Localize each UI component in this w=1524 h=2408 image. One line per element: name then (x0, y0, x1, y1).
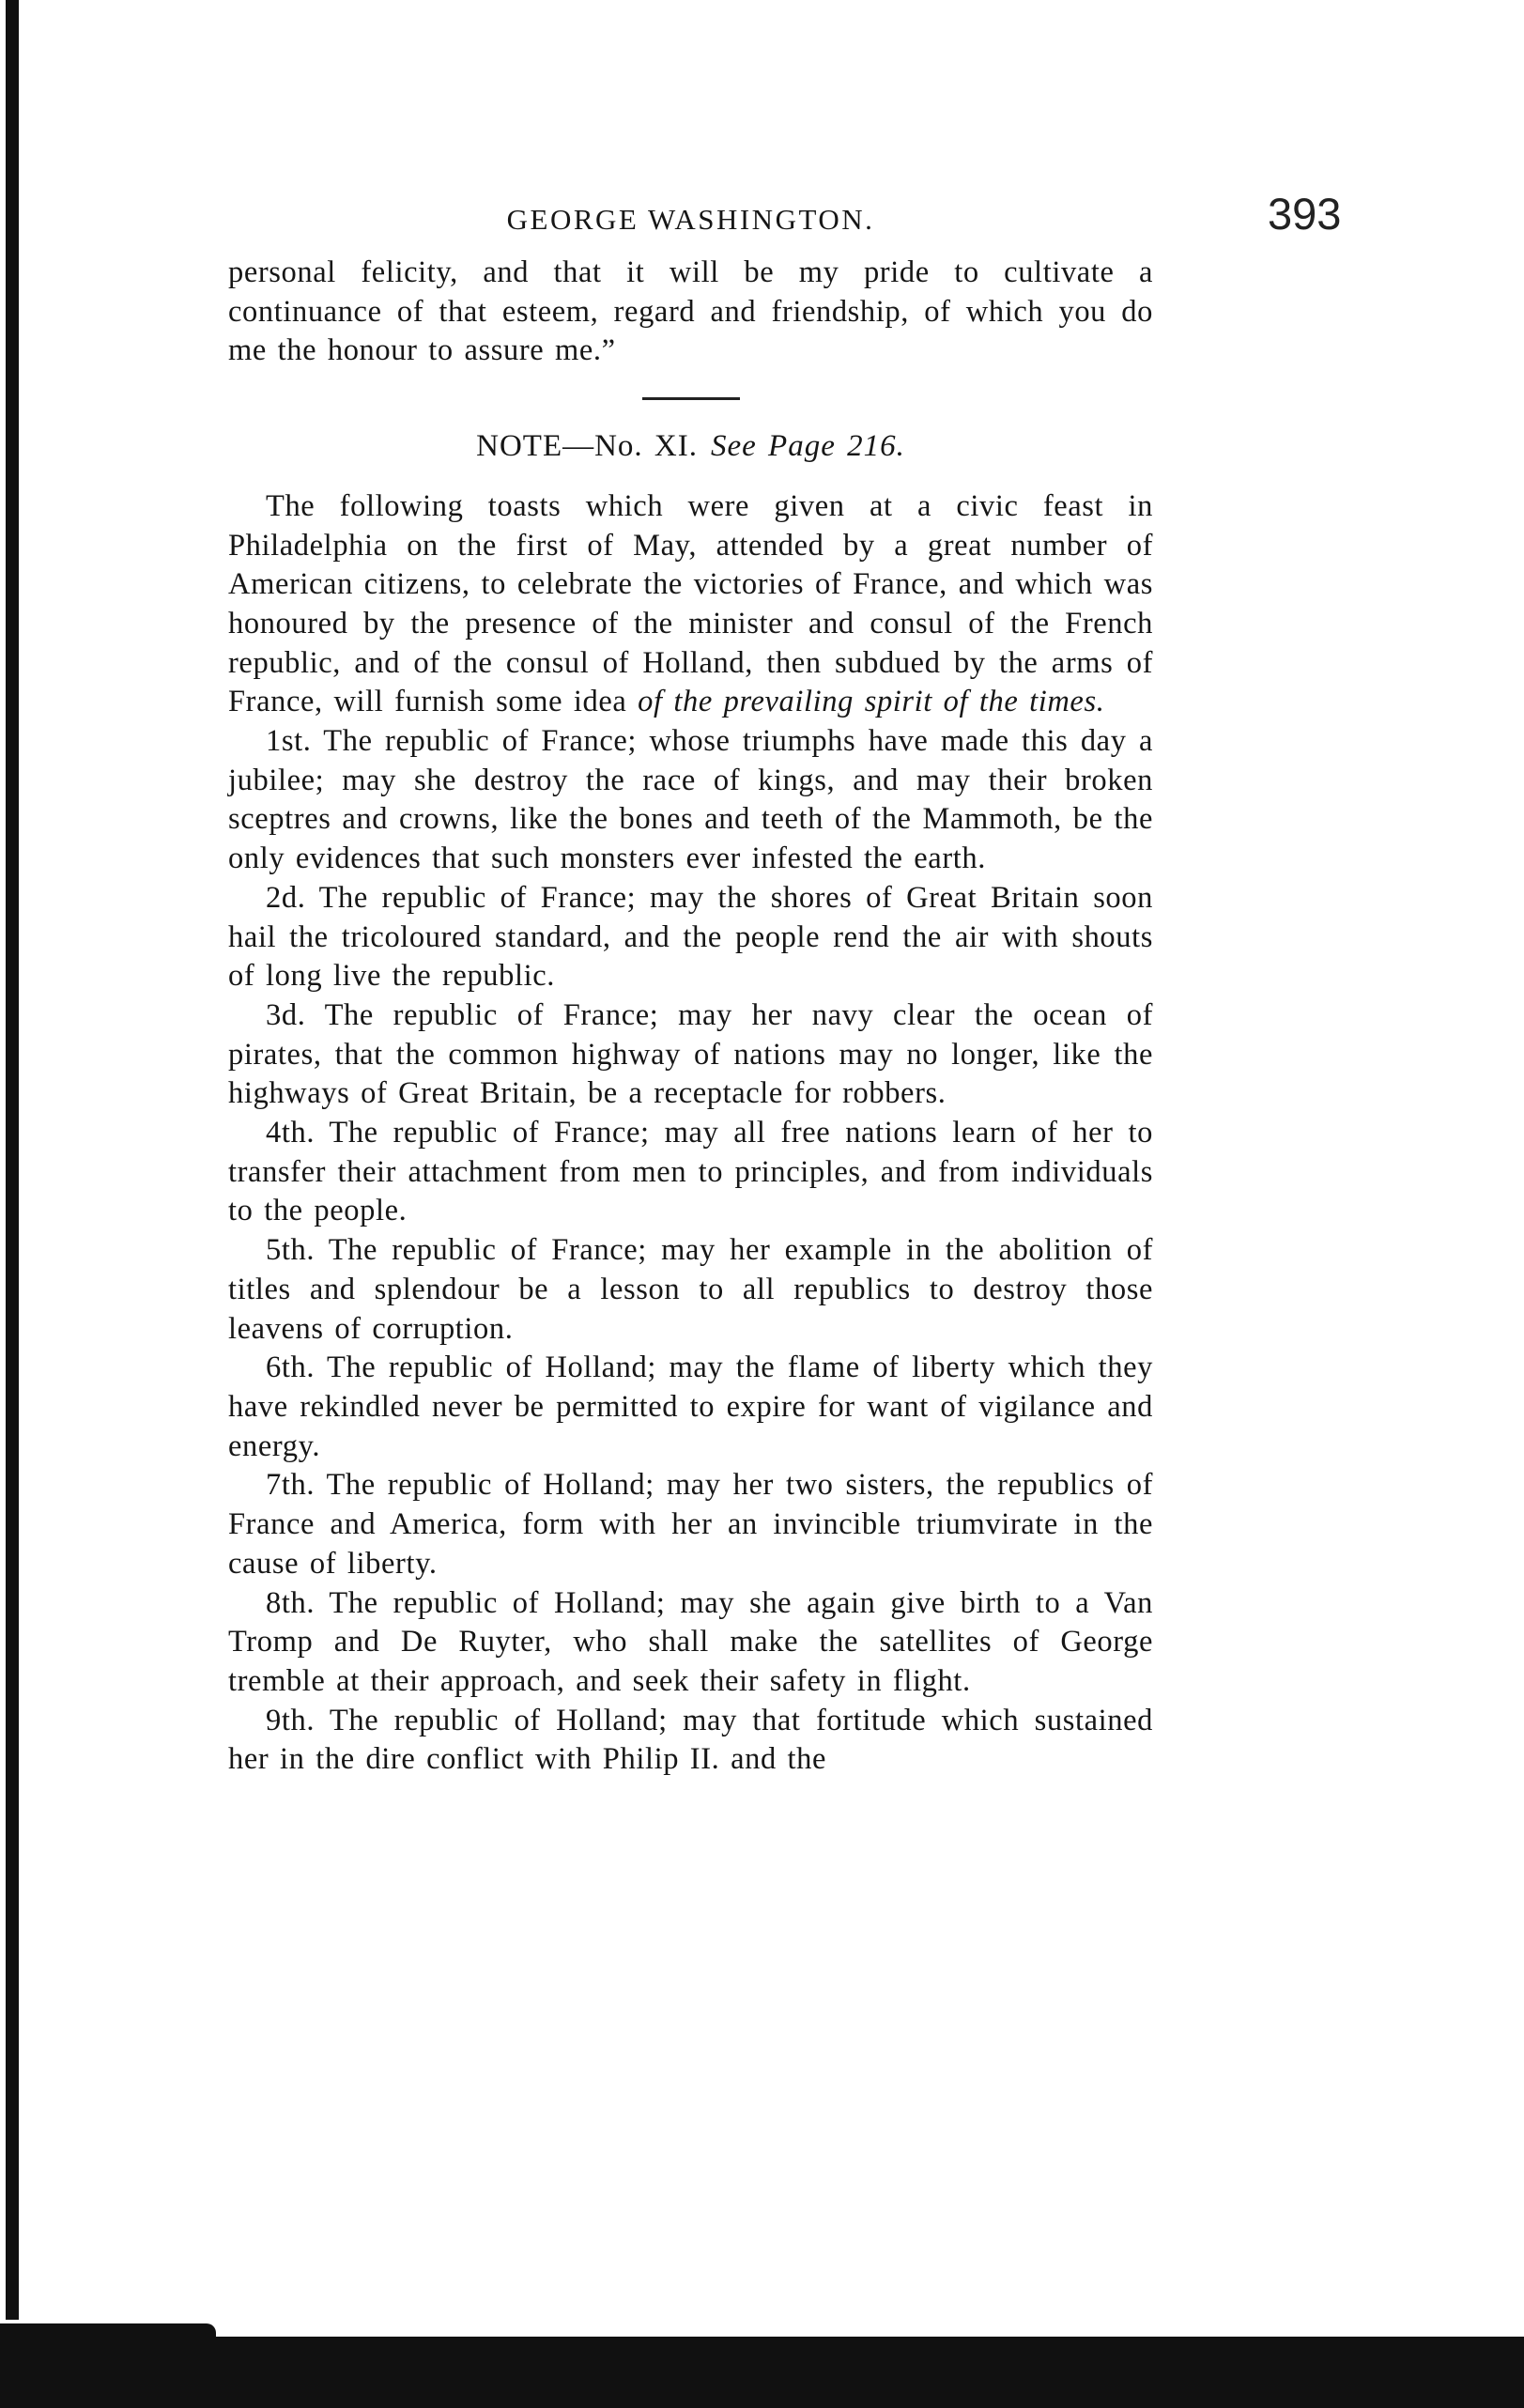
continuation-paragraph: personal felicity, and that it will be my pride to cultivate a continuance of that esteem, regard and friendship, of which you do me the honour to assure me.” (228, 255, 1153, 368)
toast-9: 9th. The republic of Holland; may that fortitude which sustained her in the dire conflict with Philip II. and the (228, 1703, 1153, 1777)
toast-3: 3d. The republic of France; may her navy clear the ocean of pirates, that the common highway of nations may no longer, like the highways of Great Britain, be a receptacle for robbers. (228, 997, 1153, 1111)
running-title: GEORGE WASHINGTON. (506, 203, 875, 236)
toast-2: 2d. The republic of France; may the shores of Great Britain soon hail the tricoloured standard, and the people rend the air with shouts of long live the republic. (228, 880, 1153, 994)
toast-4: 4th. The republic of France; may all free nations learn of her to transfer their attachment from men to principles, and from individuals to the people. (228, 1116, 1153, 1228)
intro-italic-tail: of the prevailing spirit of the times. (638, 685, 1105, 719)
toast-8: 8th. The republic of Holland; may she again give birth to a Van Tromp and De Ruyter, who shall make the satellites of George tremble at their approach, and seek their safety in flight. (228, 1585, 1153, 1698)
body-text (228, 254, 1153, 1780)
toast-5: 5th. The republic of France; may her example in the abolition of titles and splendour be a lesson to all republics to destroy those leavens of corruption. (228, 1233, 1153, 1346)
intro-text: The following toasts which were given at a civic feast in Philadelphia on the first of May, attended by a great number of American citizens, to celebrate the victories of France, and which was honoured by the presence of the minister and consul of the French republic, and of the consul of Holland, then subdued by the arms of France, will furnish some idea (228, 488, 1153, 719)
section-divider (642, 397, 740, 400)
toast-6: 6th. The republic of Holland; may the flame of liberty which they have rekindled never be permitted to expire for want of vigilance and energy. (228, 1351, 1153, 1463)
book-page (228, 188, 1342, 1780)
note-label: NOTE—No. XI. (476, 429, 699, 464)
note-see-page: See Page 216. (711, 429, 905, 464)
toast-7: 7th. The republic of Holland; may her two sisters, the republics of France and America, form with her an invincible triumvirate in the cause of liberty. (228, 1468, 1153, 1581)
scan-edge-left (6, 0, 19, 2320)
intro-paragraph (228, 487, 1153, 722)
note-heading (228, 427, 1153, 467)
scan-edge-bottom (0, 2337, 1524, 2408)
toast-1: 1st. The republic of France; whose triumphs have made this day a jubilee; may she destroy the race of kings, and may their broken sceptres and crowns, like the bones and teeth of the Mammoth, be the only evidences that such monsters ever infested the earth. (228, 724, 1153, 876)
running-head (228, 188, 1342, 254)
page-number: 393 (1268, 189, 1342, 239)
